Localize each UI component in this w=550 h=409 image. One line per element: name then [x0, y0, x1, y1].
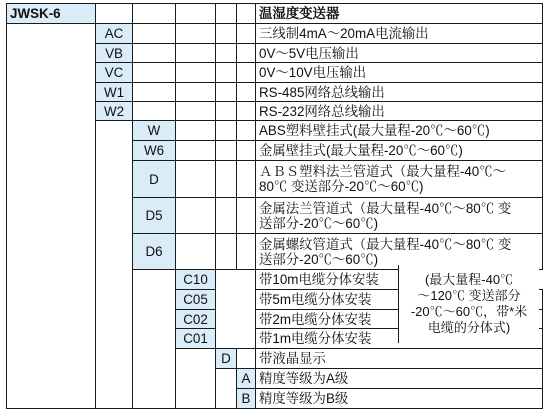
option-description: RS-485网络总线输出	[256, 83, 543, 102]
output-column-spacer	[96, 121, 133, 409]
option-description: 三线制4mA～20mA电流输出	[256, 24, 543, 44]
header-row	[7, 4, 543, 24]
option-code: D	[133, 161, 176, 198]
display-column-spacer	[216, 369, 237, 409]
option-code: W6	[133, 141, 176, 161]
cable-blank-cell	[216, 270, 256, 349]
option-code: D	[216, 349, 237, 369]
product-title: 温湿度变送器	[256, 4, 543, 24]
mount-column-spacer	[133, 270, 176, 409]
option-description: 0V～10V电压输出	[256, 63, 543, 83]
option-code: W	[133, 121, 176, 141]
option-description: RS-232网络总线输出	[256, 102, 543, 121]
option-code: B	[237, 389, 256, 409]
option-description: 0V～5V电压输出	[256, 44, 543, 63]
option-code: W2	[96, 102, 133, 121]
option-description: 带10m电缆分体安装	[256, 270, 543, 290]
cable-column-spacer	[176, 349, 216, 409]
option-code: D6	[133, 234, 176, 270]
option-code: C01	[176, 329, 216, 349]
option-description: ABS塑料壁挂式(最大量程-20℃～60℃)	[256, 121, 543, 141]
option-description: ＡＢＳ塑料法兰管道式（最大量程-40℃～ 80℃ 变送部分-20℃～60℃)	[256, 161, 543, 198]
cable-note	[398, 265, 539, 343]
option-description: 带5m电缆分体安装	[256, 290, 543, 310]
option-code: C10	[176, 270, 216, 290]
cable-note-text: (最大量程-40℃ ～120℃ 变送部分 -20℃～60℃，带*米 电缆的分体式)	[410, 272, 528, 335]
option-description: 带液晶显示	[256, 349, 543, 369]
option-description: 带2m电缆分体安装	[256, 310, 543, 329]
table-row	[7, 24, 543, 44]
option-code: AC	[96, 24, 133, 44]
option-description: 精度等级为B级	[256, 389, 543, 409]
option-description: 带1m电缆分体安装	[256, 329, 543, 349]
option-code: C02	[176, 310, 216, 329]
option-description: 金属螺纹管道式（最大量程-40℃～80℃ 变 送部分-20℃～60℃)	[256, 234, 543, 270]
option-description: 金属法兰管道式（最大量程-40℃～80℃ 变 送部分-20℃～60℃)	[256, 198, 543, 234]
model-selection-table	[6, 3, 543, 409]
option-code: C05	[176, 290, 216, 310]
option-description: 金属壁挂式(最大量程-20℃～60℃)	[256, 141, 543, 161]
option-code: VB	[96, 44, 133, 63]
option-description: 精度等级为A级	[256, 369, 543, 389]
option-code: A	[237, 369, 256, 389]
option-code: W1	[96, 83, 133, 102]
model-number: JWSK-6	[7, 4, 96, 24]
model-column-spacer	[7, 24, 96, 409]
option-code: VC	[96, 63, 133, 83]
option-code: D5	[133, 198, 176, 234]
